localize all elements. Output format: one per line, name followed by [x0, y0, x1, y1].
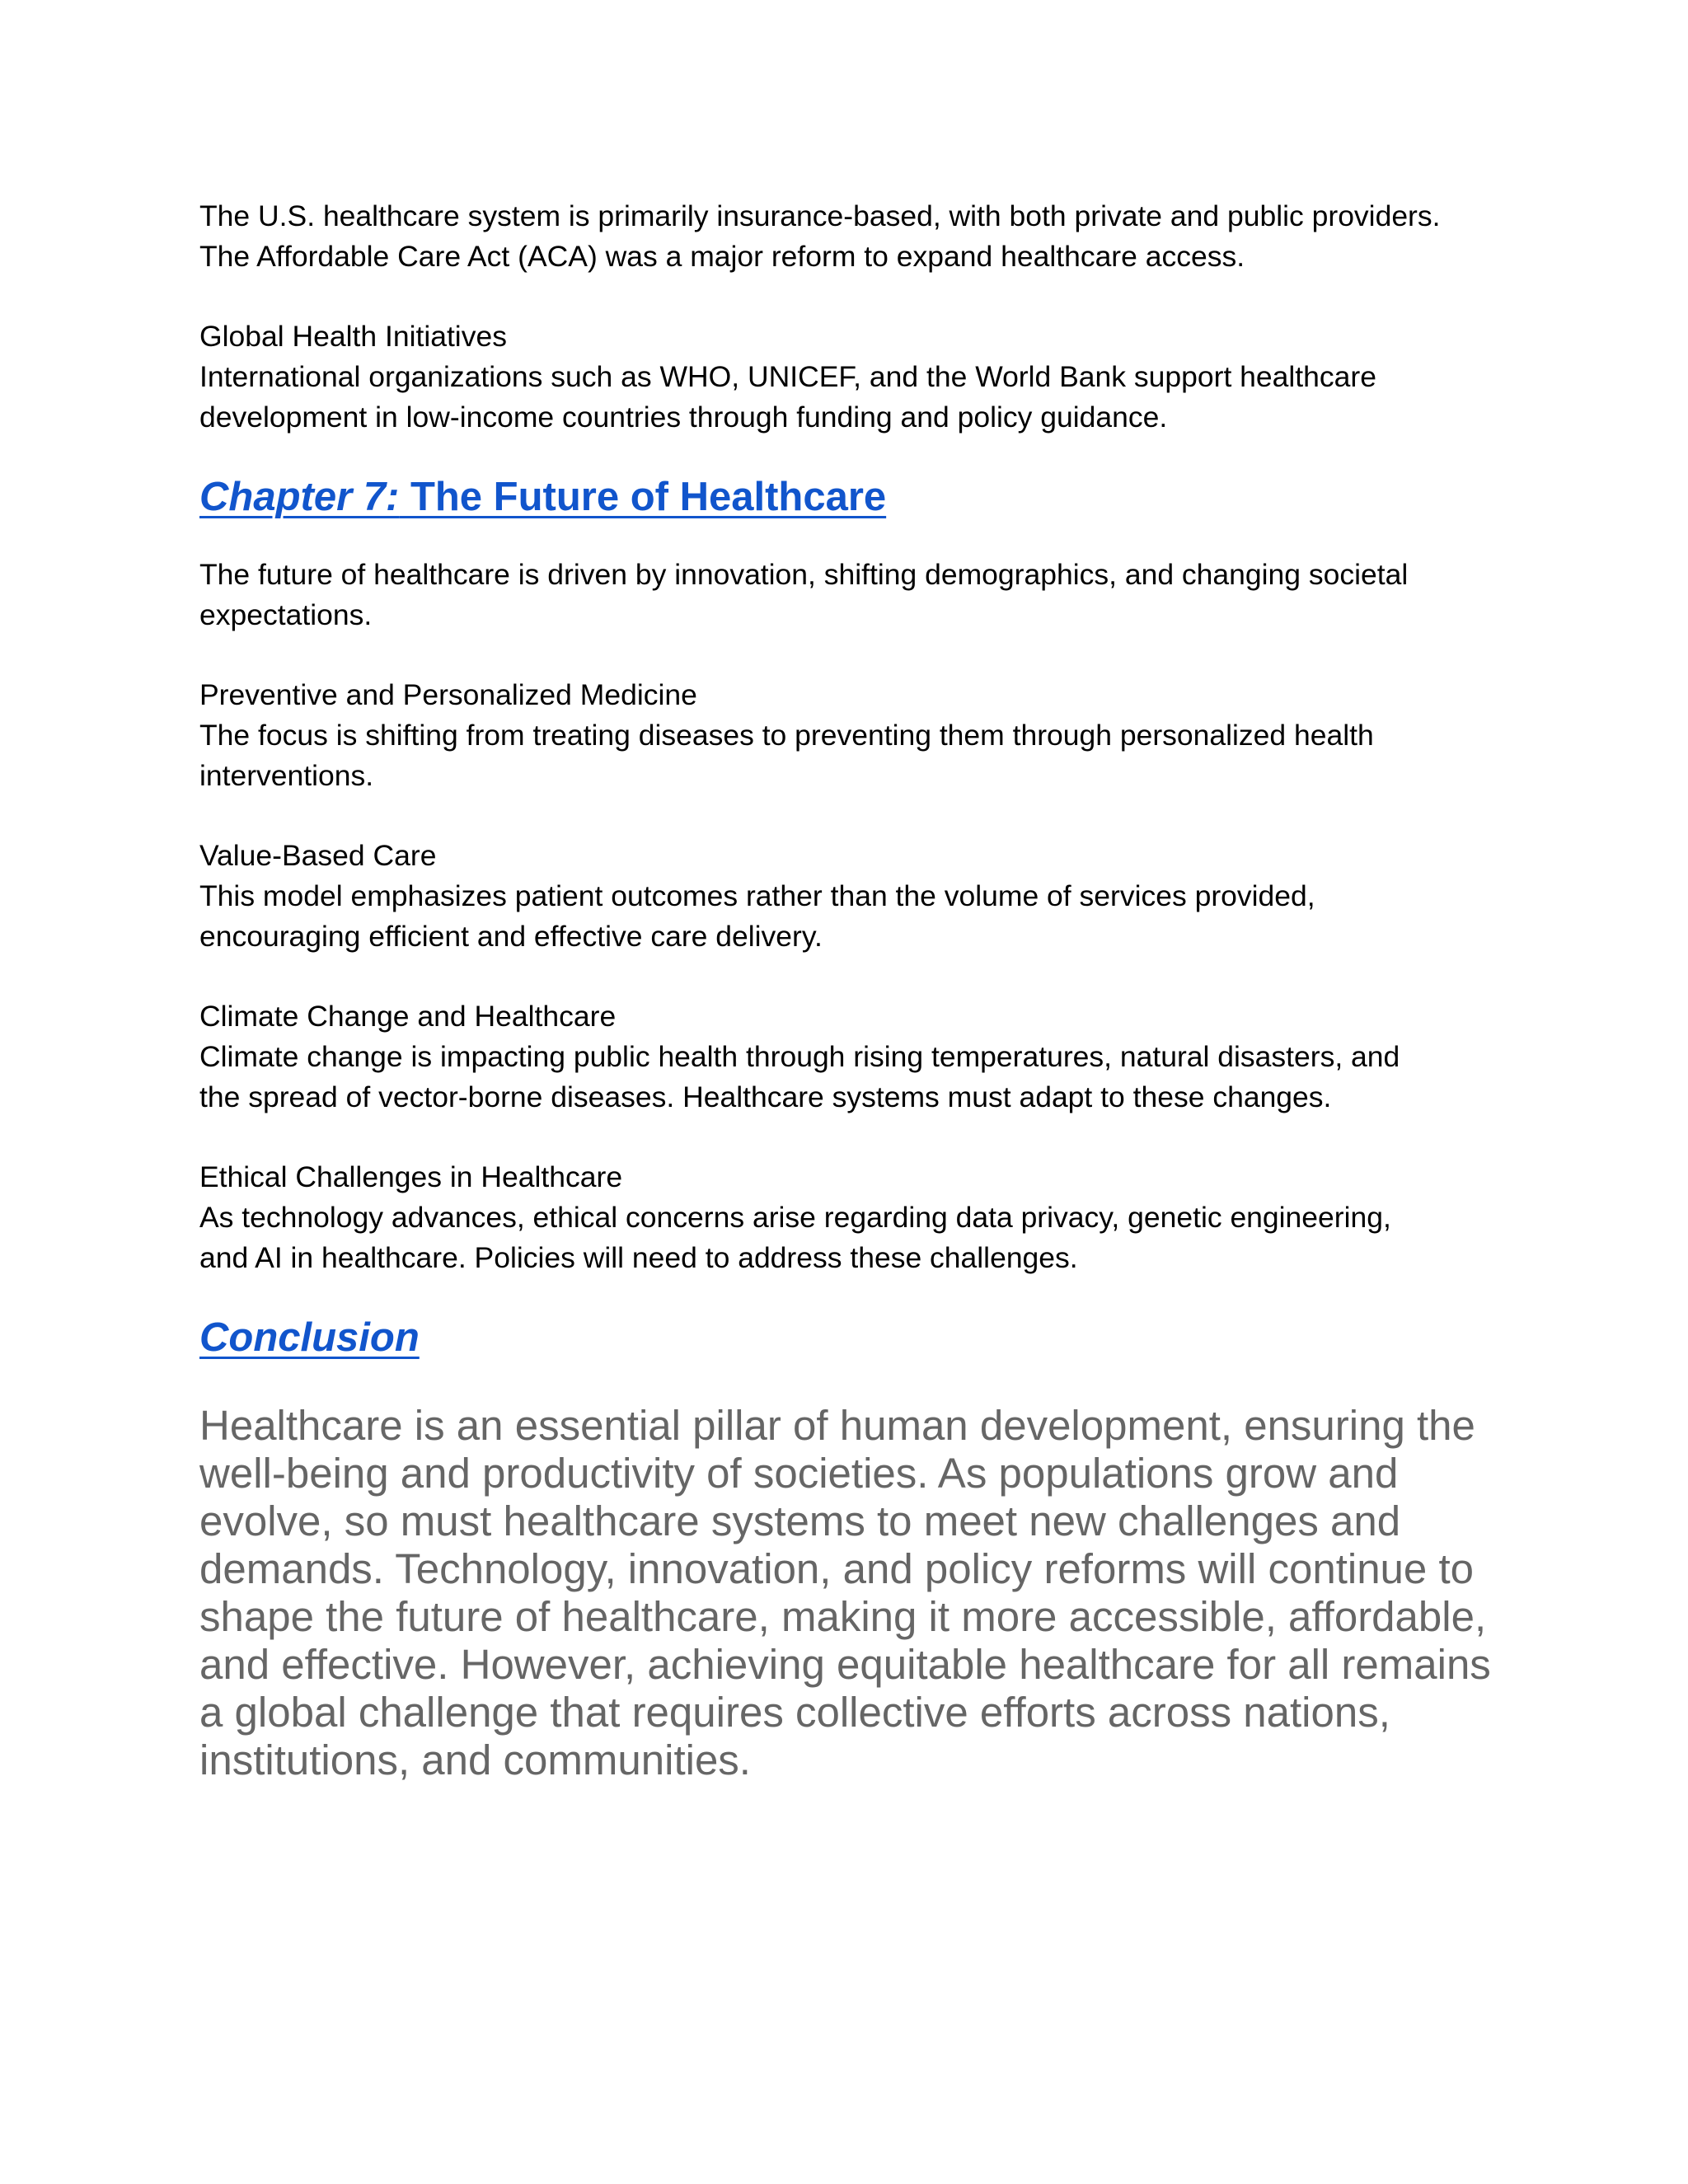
global-health-section [199, 316, 1518, 438]
conclusion-heading[interactable] [199, 1313, 1518, 1362]
text-line: expectations. [199, 598, 373, 631]
text-line: interventions. [199, 759, 374, 792]
text-line: The future of healthcare is driven by innovation, shifting demographics, and changing societal [199, 558, 1409, 591]
text-line: a global challenge that requires collective efforts across nations, [199, 1689, 1390, 1736]
text-line: the spread of vector-borne diseases. Healthcare systems must adapt to these changes. [199, 1080, 1332, 1113]
text-line: This model emphasizes patient outcomes rather than the volume of services provided, [199, 879, 1315, 912]
section-title: Global Health Initiatives [199, 320, 507, 353]
section-title: Climate Change and Healthcare [199, 1000, 617, 1033]
text-line: development in low-income countries through funding and policy guidance. [199, 401, 1168, 434]
text-line: The U.S. healthcare system is primarily insurance-based, with both private and public providers. [199, 199, 1441, 232]
chapter-7-label: Chapter 7: [199, 475, 400, 519]
text-line: evolve, so must healthcare systems to meet new challenges and [199, 1497, 1401, 1544]
text-line: and effective. However, achieving equitable healthcare for all remains [199, 1641, 1491, 1688]
intro-paragraph [199, 196, 1518, 277]
text-line: well-being and productivity of societies. As populations grow and [199, 1450, 1399, 1497]
text-line: encouraging efficient and effective care delivery. [199, 920, 823, 953]
text-line: Healthcare is an essential pillar of human development, ensuring the [199, 1402, 1475, 1449]
ethical-challenges-section [199, 1157, 1518, 1278]
text-line: International organizations such as WHO, UNICEF, and the World Bank support healthcare [199, 360, 1376, 393]
text-line: shape the future of healthcare, making it more accessible, affordable, [199, 1593, 1487, 1640]
document-content [199, 196, 1518, 1784]
text-line: institutions, and communities. [199, 1736, 751, 1783]
climate-change-section [199, 996, 1518, 1118]
preventive-medicine-section [199, 675, 1518, 796]
text-line: demands. Technology, innovation, and policy reforms will continue to [199, 1545, 1474, 1592]
section-title: Value-Based Care [199, 839, 437, 872]
conclusion-title: Conclusion [199, 1315, 420, 1360]
conclusion-paragraph [199, 1402, 1518, 1784]
text-line: As technology advances, ethical concerns arise regarding data privacy, genetic engineering, [199, 1201, 1391, 1234]
value-based-care-section [199, 836, 1518, 957]
section-title: Ethical Challenges in Healthcare [199, 1160, 623, 1193]
text-line: and AI in healthcare. Policies will need to address these challenges. [199, 1241, 1078, 1274]
text-line: The Affordable Care Act (ACA) was a major reform to expand healthcare access. [199, 240, 1245, 273]
text-line: Climate change is impacting public health through rising temperatures, natural disasters, and [199, 1040, 1400, 1073]
section-title: Preventive and Personalized Medicine [199, 678, 697, 711]
chapter-7-title: The Future of Healthcare [399, 475, 887, 519]
chapter-7-intro [199, 555, 1518, 635]
text-line: The focus is shifting from treating diseases to preventing them through personalized health [199, 719, 1374, 752]
chapter-7-heading[interactable] [199, 472, 1518, 522]
